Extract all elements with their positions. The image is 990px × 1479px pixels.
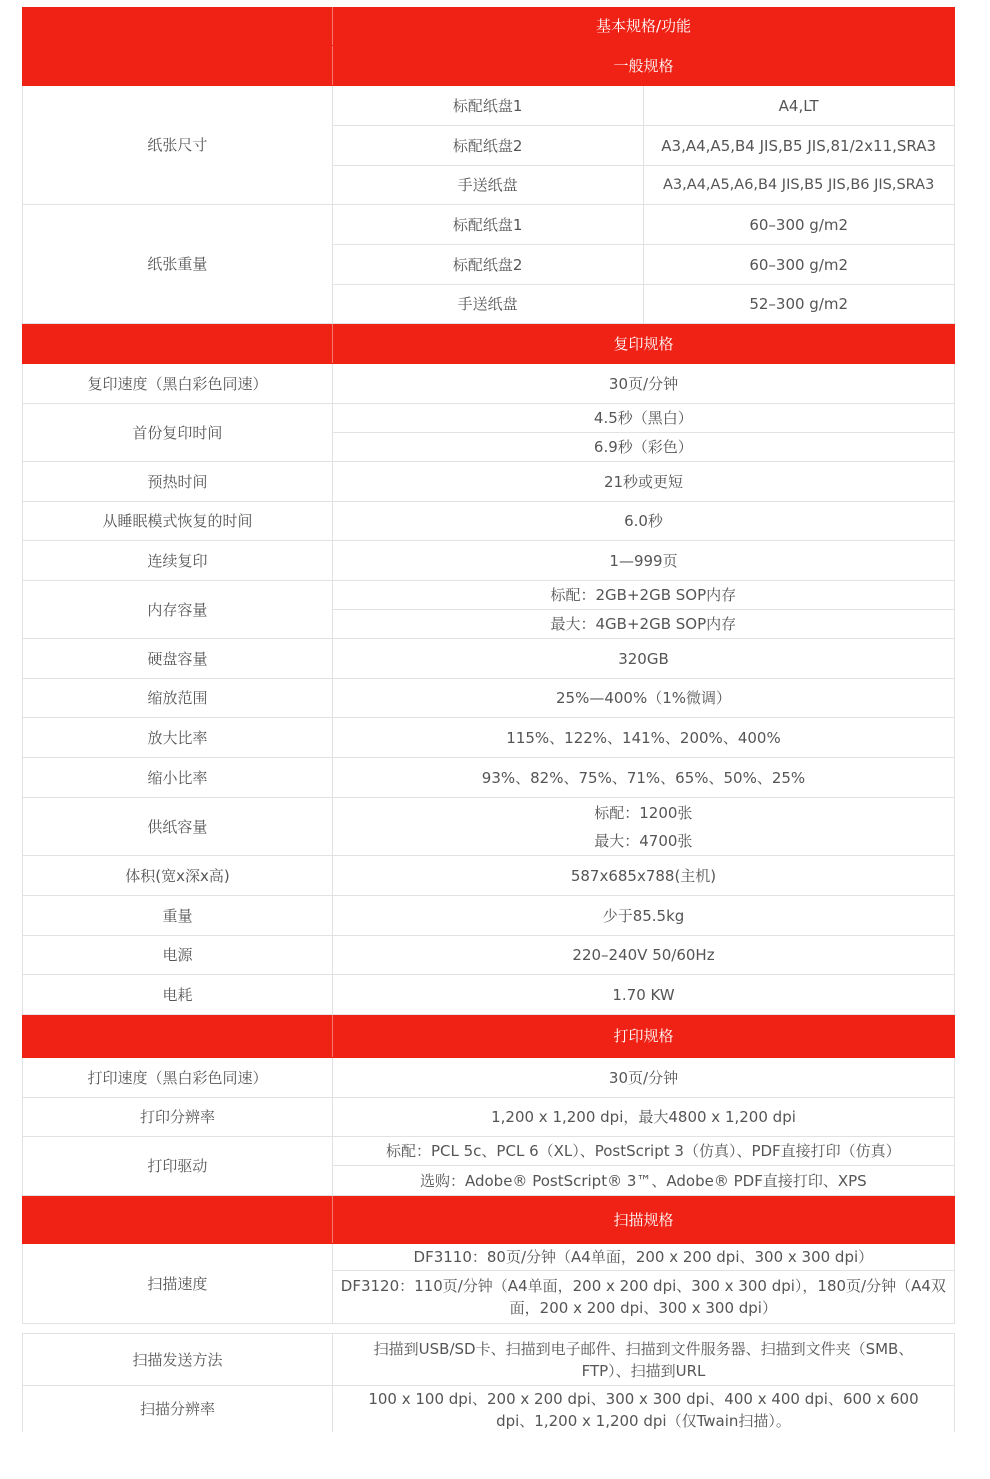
table-row: [22, 1244, 955, 1324]
print-resolution-value: 1,200 x 1,200 dpi，最大4800 x 1,200 dpi: [333, 1098, 955, 1136]
tray-name: 手送纸盘: [333, 285, 644, 323]
header-row-copy: [22, 324, 955, 364]
tray-name: 手送纸盘: [333, 166, 644, 204]
table-row: [22, 1137, 955, 1196]
zoom-label: 缩放范围: [22, 679, 333, 717]
tray-value: 60–300 g/m2: [749, 255, 849, 274]
table-row: [22, 1334, 955, 1386]
table-row: [22, 936, 955, 975]
table-row: [22, 679, 955, 718]
enlarge-label: 放大比率: [22, 718, 333, 757]
tray-name: 标配纸盘1: [333, 205, 644, 244]
table-row: [22, 718, 955, 758]
memory-label: 内存容量: [22, 581, 333, 638]
scan-speed-label: 扫描速度: [22, 1244, 333, 1323]
table-row: [333, 126, 954, 166]
table-row: [22, 502, 955, 541]
zoom-value: 25%—400%（1%微调）: [333, 679, 955, 717]
scan-speed-df3110: DF3110：80页/分钟（A4单面，200 x 200 dpi、300 x 300 dpi）: [333, 1244, 954, 1271]
table-row: [22, 462, 955, 502]
table-row: [22, 896, 955, 936]
table-row: [22, 1058, 955, 1098]
warmup-value: 21秒或更短: [333, 462, 955, 501]
spec-table: [22, 7, 955, 1324]
table-row: [22, 364, 955, 404]
paper-size-group: [22, 86, 955, 205]
first-copy-color: 6.9秒（彩色）: [593, 438, 693, 456]
header-print: 打印规格: [333, 1015, 955, 1057]
tray-name: 标配纸盘2: [333, 245, 644, 284]
dimensions-value: 587x685x788(主机): [333, 856, 955, 895]
first-copy-bw: 4.5秒（黑白）: [333, 404, 954, 433]
header-general: 一般规格: [333, 46, 955, 85]
weight-value: 少于85.5kg: [333, 896, 955, 935]
table-row: [22, 541, 955, 581]
paper-capacity-label: 供纸容量: [22, 798, 333, 855]
scan-resolution-label: 扫描分辨率: [22, 1386, 333, 1432]
consumption-label: 电耗: [22, 975, 333, 1014]
scan-resolution-value: 100 x 100 dpi、200 x 200 dpi、300 x 300 dpi、400 x 400 dpi、600 x 600 dpi、1,200 x 1,200 dpi（仅Twain扫描）。: [333, 1386, 955, 1432]
paper-size-label: 纸张尺寸: [22, 86, 333, 204]
table-row: [22, 856, 955, 896]
scan-send-value: 扫描到USB/SD卡、扫描到电子邮件、扫描到文件服务器、扫描到文件夹（SMB、FTP）、扫描到URL: [333, 1334, 955, 1385]
table-row: [333, 205, 954, 245]
print-speed-value: 30页/分钟: [333, 1058, 955, 1097]
paper-capacity-standard: 标配：1200张: [594, 803, 693, 822]
tray-value: A3,A4,A5,B4 JIS,B5 JIS,81/2x11,SRA3: [661, 136, 937, 155]
sleep-recovery-value: 6.0秒: [333, 502, 955, 540]
spec-table-scan-extra: [22, 1333, 955, 1432]
power-value: 220–240V 50/60Hz: [333, 936, 955, 974]
table-row: [22, 1386, 955, 1432]
sleep-recovery-label: 从睡眠模式恢复的时间: [22, 502, 333, 540]
header-row-general: [22, 46, 955, 86]
weight-label: 重量: [22, 896, 333, 935]
table-row: [22, 975, 955, 1015]
tray-value: A4,LT: [778, 96, 819, 115]
table-row: [22, 639, 955, 679]
table-row: [22, 758, 955, 798]
enlarge-value: 115%、122%、141%、200%、400%: [333, 718, 955, 757]
header-scan: 扫描规格: [333, 1196, 955, 1243]
warmup-label: 预热时间: [22, 462, 333, 501]
copy-speed-label: 复印速度（黑白彩色同速）: [22, 364, 333, 403]
tray-value: 52–300 g/m2: [749, 295, 849, 313]
table-row: [22, 1098, 955, 1137]
first-copy-label: 首份复印时间: [22, 404, 333, 461]
header-row-scan: [22, 1196, 955, 1244]
memory-max: 最大：4GB+2GB SOP内存: [550, 615, 737, 633]
scan-send-label: 扫描发送方法: [22, 1334, 333, 1385]
paper-weight-group: [22, 205, 955, 324]
continuous-value: 1—999页: [333, 541, 955, 580]
table-row: [333, 245, 954, 285]
header-copy: 复印规格: [333, 324, 955, 363]
continuous-label: 连续复印: [22, 541, 333, 580]
copy-speed-value: 30页/分钟: [333, 364, 955, 403]
header-basic: 基本规格/功能: [333, 7, 955, 45]
table-row: [333, 166, 954, 204]
header-row-print: [22, 1015, 955, 1058]
consumption-value: 1.70 KW: [333, 975, 955, 1014]
hdd-label: 硬盘容量: [22, 639, 333, 678]
tray-value: 60–300 g/m2: [749, 215, 849, 234]
tray-name: 标配纸盘2: [333, 126, 644, 165]
reduce-value: 93%、82%、75%、71%、65%、50%、25%: [333, 758, 955, 797]
hdd-value: 320GB: [333, 639, 955, 678]
paper-weight-label: 纸张重量: [22, 205, 333, 323]
table-row: [333, 86, 954, 126]
scan-speed-df3120: DF3120：110页/分钟（A4单面，200 x 200 dpi、300 x 300 dpi），180页/分钟（A4双面，200 x 200 dpi、300 x 300 dpi）: [340, 1277, 946, 1317]
tray-name: 标配纸盘1: [333, 86, 644, 125]
paper-capacity-max: 最大：4700张: [594, 832, 693, 850]
tray-value: A3,A4,A5,A6,B4 JIS,B5 JIS,B6 JIS,SRA3: [663, 177, 935, 193]
print-resolution-label: 打印分辨率: [22, 1098, 333, 1136]
table-row: [22, 404, 955, 462]
reduce-label: 缩小比率: [22, 758, 333, 797]
table-row: [22, 798, 955, 856]
table-row: [333, 285, 954, 323]
print-driver-standard: 标配：PCL 5c、PCL 6（XL）、PostScript 3（仿真）、PDF直接打印（仿真）: [333, 1137, 954, 1166]
power-label: 电源: [22, 936, 333, 974]
memory-standard: 标配：2GB+2GB SOP内存: [333, 581, 954, 610]
header-row-basic: [22, 7, 955, 46]
print-speed-label: 打印速度（黑白彩色同速）: [22, 1058, 333, 1097]
dimensions-label: 体积(宽x深x高): [22, 856, 333, 895]
table-row: [22, 581, 955, 639]
print-driver-label: 打印驱动: [22, 1137, 333, 1195]
print-driver-optional: 选购：Adobe® PostScript® 3™、Adobe® PDF直接打印、XPS: [419, 1171, 867, 1190]
